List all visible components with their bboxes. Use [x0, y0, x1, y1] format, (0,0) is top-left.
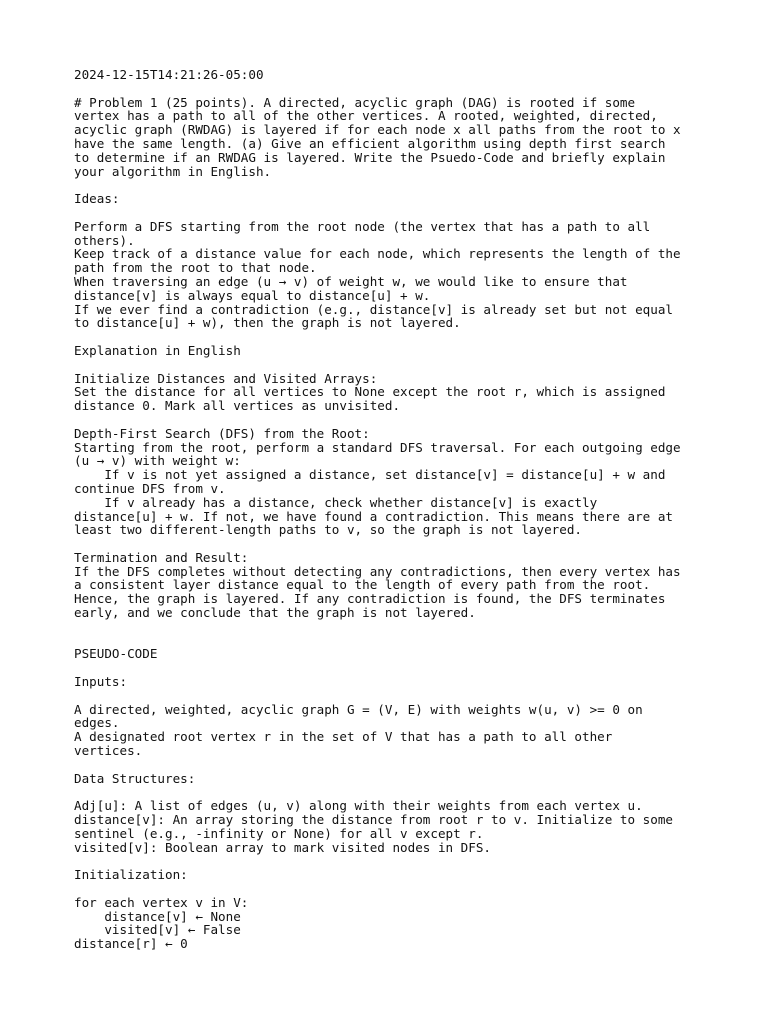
- explanation-line: distance[u] + w. If not, we have found a contradiction. This means there are at: [74, 508, 673, 524]
- explanation-line: least two different-length paths to v, so the graph is not layered.: [74, 522, 582, 538]
- subheading-termination: Termination and Result:: [74, 549, 249, 565]
- section-heading-explanation: Explanation in English: [74, 342, 241, 358]
- problem-statement-line: your algorithm in English.: [74, 163, 272, 179]
- subheading-inputs: Inputs:: [74, 674, 128, 690]
- blank-line: [74, 882, 724, 896]
- subheading-initialization: Initialization:: [74, 867, 188, 883]
- ideas-line: path from the root to that node.: [74, 260, 317, 276]
- problem-statement-line: have the same length. (a) Give an efficient algorithm using depth first search: [74, 135, 666, 151]
- section-heading-pseudocode: PSEUDO-CODE: [74, 646, 158, 662]
- blank-line: [74, 785, 724, 799]
- explanation-line: a consistent layer distance equal to the length of every path from the root.: [74, 577, 651, 593]
- document-text: [74, 68, 724, 951]
- blank-line: [74, 620, 724, 634]
- data-structures-line: sentinel (e.g., -infinity or None) for all v except r.: [74, 825, 484, 841]
- data-structures-line: distance[v]: An array storing the distance from root r to v. Initialize to some: [74, 812, 673, 828]
- data-structures-line: visited[v]: Boolean array to mark visited nodes in DFS.: [74, 839, 492, 855]
- ideas-line: Keep track of a distance value for each node, which represents the length of the: [74, 246, 681, 262]
- explanation-line: early, and we conclude that the graph is not layered.: [74, 605, 476, 621]
- problem-statement-line: vertex has a path to all of the other vertices. A rooted, weighted, directed,: [74, 108, 658, 124]
- blank-line: [74, 358, 724, 372]
- subheading-data-structures: Data Structures:: [74, 770, 196, 786]
- subheading-initialize: Initialize Distances and Visited Arrays:: [74, 370, 378, 386]
- problem-statement-line: # Problem 1 (25 points). A directed, acyclic graph (DAG) is rooted if some: [74, 94, 636, 110]
- explanation-line: Set the distance for all vertices to None except the root r, which is assigned: [74, 384, 666, 400]
- explanation-line: distance 0. Mark all vertices as unvisited.: [74, 398, 401, 414]
- blank-line: [74, 537, 724, 551]
- ideas-line: distance[v] is always equal to distance[u] + w.: [74, 287, 431, 303]
- section-heading-ideas: Ideas:: [74, 191, 120, 207]
- explanation-line: If the DFS completes without detecting any contradictions, then every vertex has: [74, 563, 681, 579]
- inputs-line: vertices.: [74, 743, 143, 759]
- ideas-line: others).: [74, 232, 135, 248]
- inputs-line: edges.: [74, 715, 120, 731]
- blank-line: [74, 178, 724, 192]
- code-line: distance[v] ← None: [74, 908, 241, 924]
- explanation-line: continue DFS from v.: [74, 480, 226, 496]
- blank-line: [74, 330, 724, 344]
- blank-line: [74, 634, 724, 648]
- blank-line: [74, 661, 724, 675]
- problem-statement-line: acyclic graph (RWDAG) is layered if for each node x all paths from the root to x: [74, 122, 681, 138]
- code-line: visited[v] ← False: [74, 922, 241, 938]
- blank-line: [74, 82, 724, 96]
- blank-line: [74, 206, 724, 220]
- code-line: for each vertex v in V:: [74, 894, 249, 910]
- explanation-line: Hence, the graph is layered. If any contradiction is found, the DFS terminates: [74, 591, 666, 607]
- blank-line: [74, 854, 724, 868]
- problem-statement-line: to determine if an RWDAG is layered. Write the Psuedo-Code and briefly explain: [74, 149, 666, 165]
- explanation-line: Starting from the root, perform a standard DFS traversal. For each outgoing edge: [74, 439, 681, 455]
- code-line: distance[r] ← 0: [74, 936, 188, 952]
- ideas-line: If we ever find a contradiction (e.g., distance[v] is already set but not equal: [74, 301, 673, 317]
- explanation-line: If v already has a distance, check whether distance[v] is exactly: [74, 494, 598, 510]
- explanation-line: (u → v) with weight w:: [74, 453, 241, 469]
- subheading-dfs: Depth-First Search (DFS) from the Root:: [74, 425, 370, 441]
- blank-line: [74, 413, 724, 427]
- explanation-line: If v is not yet assigned a distance, set distance[v] = distance[u] + w and: [74, 467, 666, 483]
- timestamp-line: 2024-12-15T14:21:26-05:00: [74, 67, 264, 82]
- ideas-line: When traversing an edge (u → v) of weight w, we would like to ensure that: [74, 273, 628, 289]
- inputs-line: A directed, weighted, acyclic graph G = (V, E) with weights w(u, v) >= 0 on: [74, 701, 643, 717]
- inputs-line: A designated root vertex r in the set of V that has a path to all other: [74, 729, 613, 745]
- ideas-line: to distance[u] + w), then the graph is not layered.: [74, 315, 461, 331]
- blank-line: [74, 689, 724, 703]
- blank-line: [74, 758, 724, 772]
- data-structures-line: Adj[u]: A list of edges (u, v) along with their weights from each vertex u.: [74, 798, 643, 814]
- ideas-line: Perform a DFS starting from the root node (the vertex that has a path to all: [74, 218, 651, 234]
